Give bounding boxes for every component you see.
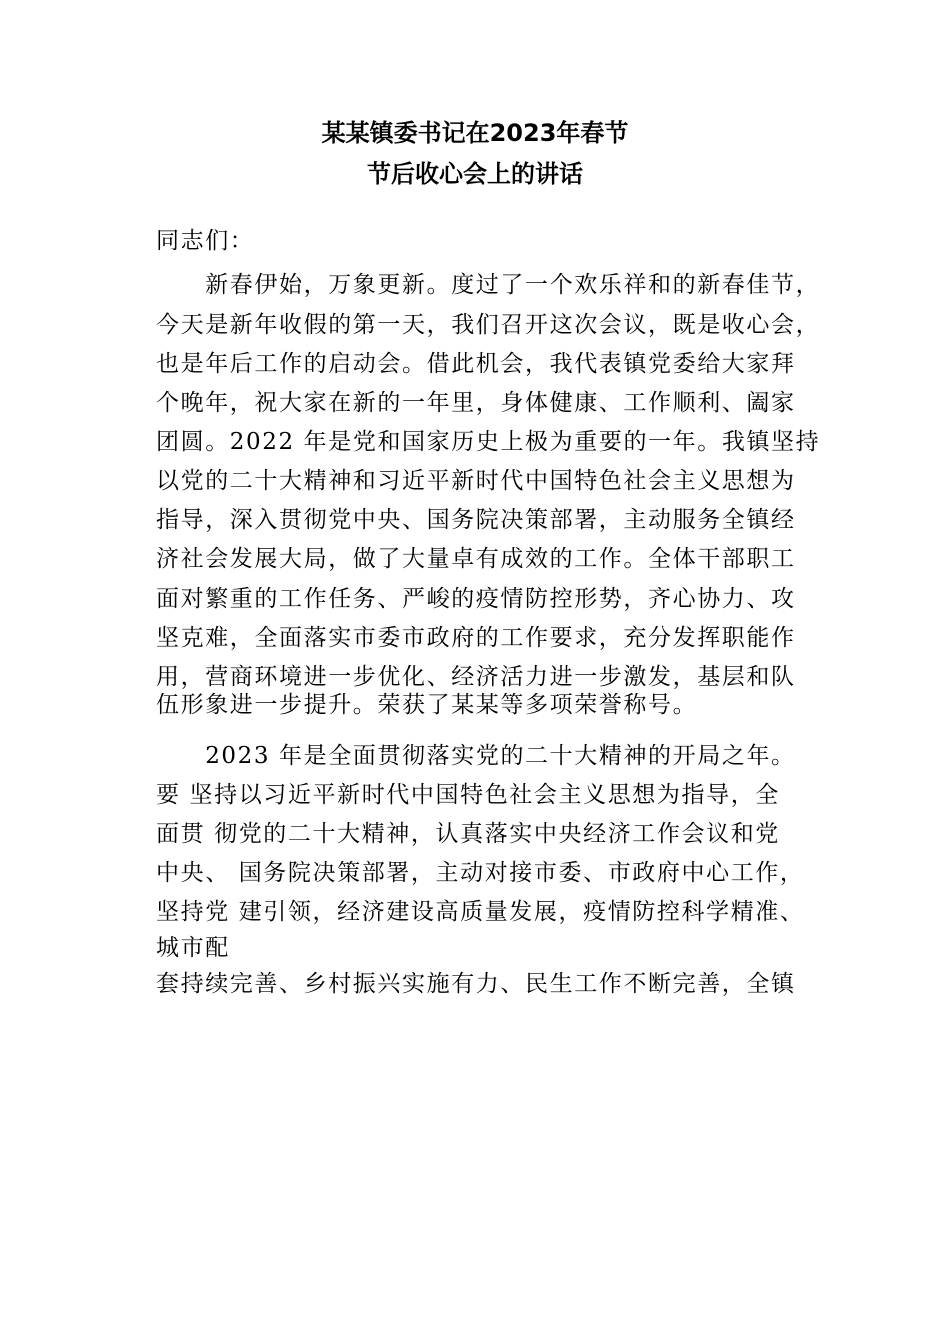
salutation: 同志们： <box>156 228 255 254</box>
paragraph-line: 团圆。2022 年是党和国家历史上极为重要的一年。我镇坚持 <box>156 429 821 455</box>
paragraph-line: 面对繁重的工作任务、严峻的疫情防控形势，齐心协力、攻 <box>156 586 796 612</box>
paragraph-line: 用，营商环境进一步优化、经济活力进一步激发，基层和队 <box>156 664 796 690</box>
paragraph-line: 面贯 彻党的二十大精神，认真落实中央经济工作会议和党 <box>156 821 780 847</box>
paragraph-line: 济社会发展大局，做了大量卓有成效的工作。全体干部职工 <box>156 546 796 572</box>
paragraph-line: 中央、 国务院决策部署，主动对接市委、市政府中心工作， <box>156 860 805 886</box>
paragraph-line: 套持续完善、乡村振兴实施有力、民生工作不断完善，全镇 <box>156 971 796 997</box>
paragraph-line: 要 坚持以习近平新时代中国特色社会主义思想为指导，全 <box>156 782 780 808</box>
paragraph-line: 个晚年，祝大家在新的一年里，身体健康、工作顺利、阖家 <box>156 390 796 416</box>
paragraph-line: 城市配 <box>156 935 230 961</box>
paragraph-line: 坚克难，全面落实市委市政府的工作要求，充分发挥职能作 <box>156 625 796 651</box>
document-title-line-2: 节后收心会上的讲话 <box>367 160 583 188</box>
document-title-line-1: 某某镇委书记在2023年春节 <box>321 119 629 147</box>
paragraph-line: 指导，深入贯彻党中央、国务院决策部署，主动服务全镇经 <box>156 507 796 533</box>
paragraph-line: 伍形象进一步提升。荣获了某某等多项荣誉称号。 <box>156 692 698 718</box>
paragraph-line: 坚持党 建引领，经济建设高质量发展，疫情防控科学精准、 <box>156 899 805 925</box>
paragraph-line: 2023 年是全面贯彻落实党的二十大精神的开局之年。 <box>156 743 796 769</box>
paragraph-line: 新春伊始，万象更新。度过了一个欢乐祥和的新春佳节， <box>156 272 821 298</box>
paragraph-line: 今天是新年收假的第一天，我们召开这次会议，既是收心会， <box>156 312 821 338</box>
paragraph-line: 以党的二十大精神和习近平新时代中国特色社会主义思想为 <box>156 468 796 494</box>
paragraph-line: 也是年后工作的启动会。借此机会，我代表镇党委给大家拜 <box>156 351 796 377</box>
